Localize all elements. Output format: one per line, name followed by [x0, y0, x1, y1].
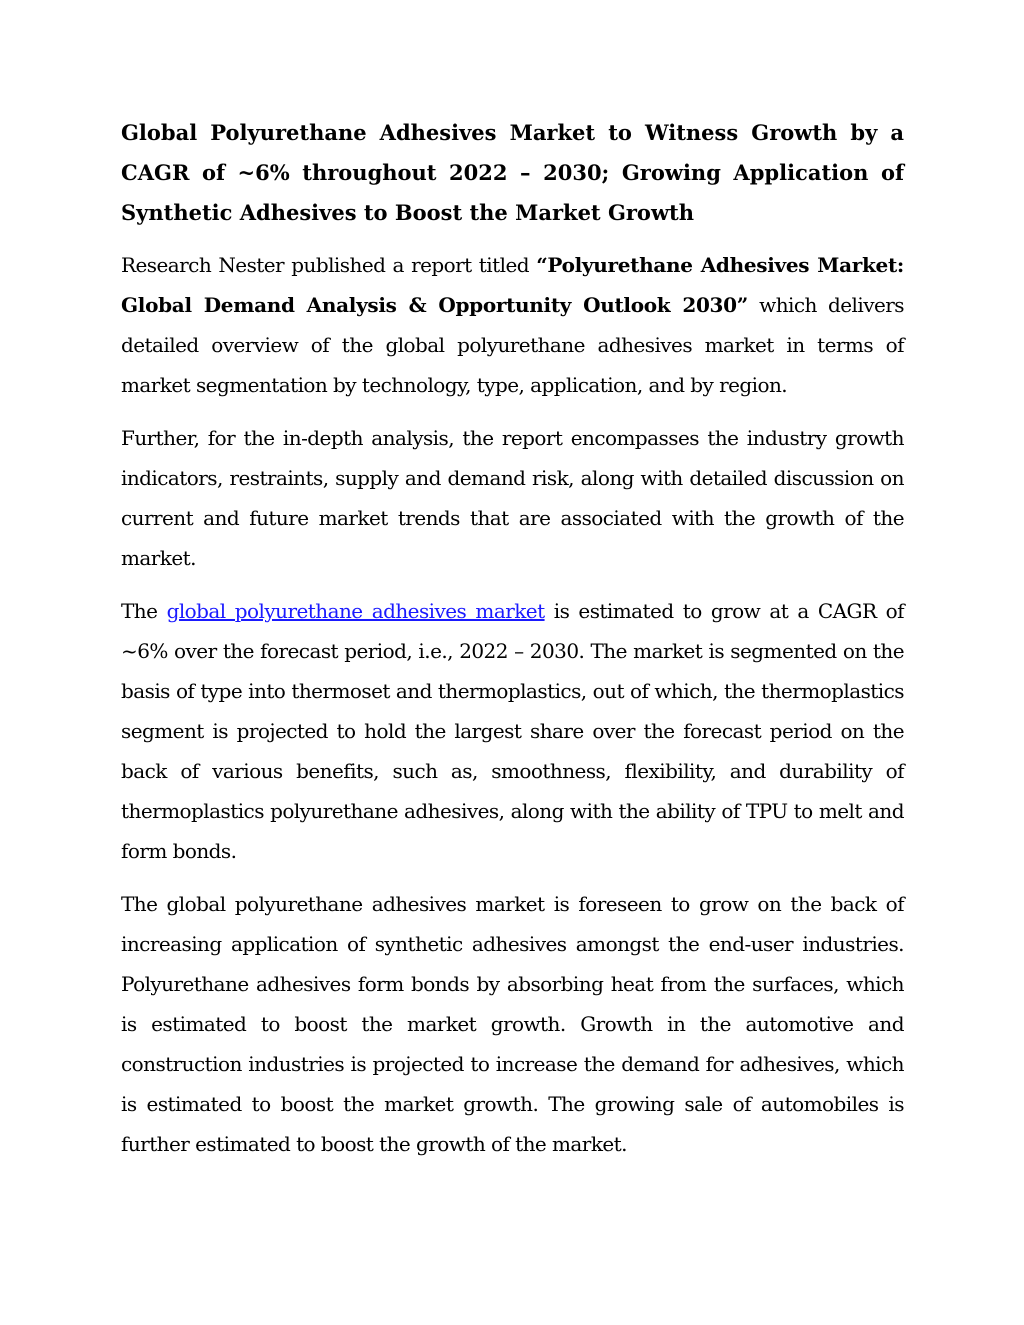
paragraph-analysis: Further, for the in-depth analysis, the report encompasses the industry growth indicators, restraints, supply and demand risk, along with detailed discussion on current and future market trends that are associated with the growth of the market.: [121, 426, 904, 570]
intro-text: Research Nester published a report titled: [121, 253, 537, 277]
paragraph-market-estimate: [121, 591, 904, 871]
document-page: [121, 113, 904, 1177]
report-title: “Polyurethane Adhesives Market: Global Demand Analysis & Opportunity Outlook 2030”: [121, 253, 904, 317]
intro-continuation: which delivers detailed overview of the global polyurethane adhesives market in terms of market segmentation by technology, type, application, and by region.: [121, 293, 904, 397]
market-report-link[interactable]: global polyurethane adhesives market: [166, 599, 545, 623]
market-estimate-text: is estimated to grow at a CAGR of ~6% over the forecast period, i.e., 2022 – 2030. The market is segmented on the basis of type into thermoset and thermoplastics, out of which, the thermoplastics segment is projected to hold the largest share over the forecast period on the back of various benefits, such as, smoothness, flexibility, and durability of thermoplastics polyurethane adhesives, along with the ability of TPU to melt and form bonds.: [121, 599, 904, 863]
market-estimate-lead: The: [121, 599, 167, 623]
headline: Global Polyurethane Adhesives Market to Witness Growth by a CAGR of ~6% throughout 2022 – 2030; Growing Application of Synthetic Adhesives to Boost the Market Growth: [121, 120, 904, 225]
paragraph-growth-drivers: The global polyurethane adhesives market is foreseen to grow on the back of increasing application of synthetic adhesives amongst the end-user industries. Polyurethane adhesives form bonds by absorbing heat from the surfaces, which is estimated to boost the market growth. Growth in the automotive and construction industries is projected to increase the demand for adhesives, which is estimated to boost the market growth. The growing sale of automobiles is further estimated to boost the growth of the market.: [121, 892, 904, 1156]
paragraph-report-intro: [121, 245, 904, 405]
